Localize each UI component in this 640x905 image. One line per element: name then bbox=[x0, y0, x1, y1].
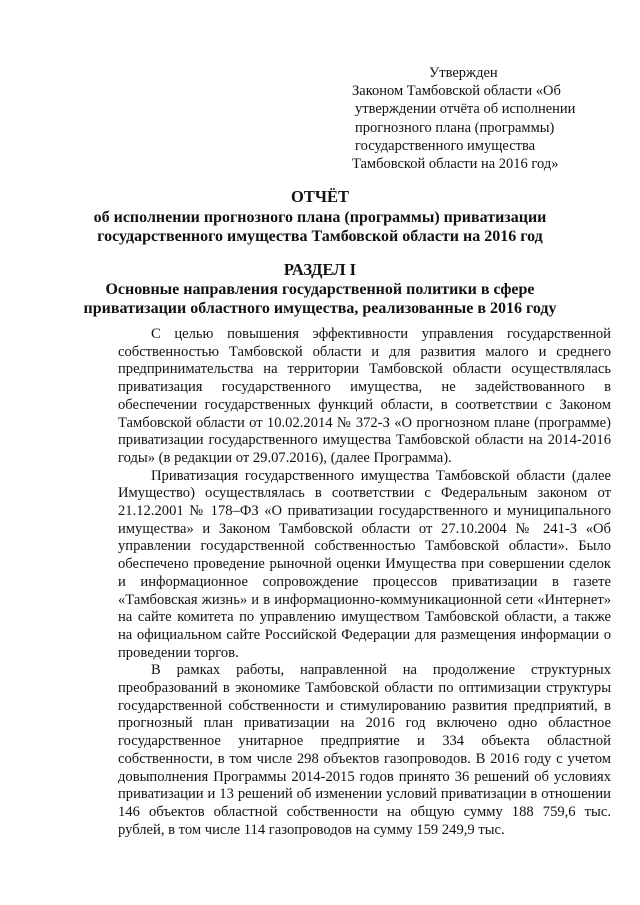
section-title: РАЗДЕЛ I bbox=[283, 260, 357, 279]
body-paragraph-3: В рамках работы, направленной на продолжение структурных преобразований в экономике Тамбовской области по оптимизации структуры государственной собственности и стимулированию развития предприятий, в прогнозный план приватизации на 2016 год включено одно областное государственное унитарное предприятие и 334 объекта областной собственности, в том числе 298 объектов газопроводов. В 2016 году с учетом довыполнения Программы 2014-2015 годов принято 36 решений об условиях приватизации и 13 решений об изменении условий приватизации в отношении 146 объектов областной собственности на общую сумму 188 759,6 тыс. рублей, в том числе 114 газопроводов на сумму 159 249,9 тыс. bbox=[118, 662, 611, 838]
approval-line-law: Законом Тамбовской области «Об bbox=[352, 83, 561, 100]
approval-line-plan: прогнозного плана (программы) bbox=[355, 119, 555, 136]
approval-line-property: государственного имущества bbox=[355, 137, 536, 154]
report-subtitle-line-1: об исполнении прогнозного плана (программы) приватизации bbox=[93, 209, 547, 226]
approval-line-approved: Утвержден bbox=[429, 65, 498, 81]
approval-line-report: утверждении отчёта об исполнении bbox=[355, 101, 576, 118]
section-heading-line-2: приватизации областного имущества, реализованные в 2016 году bbox=[83, 300, 557, 317]
report-body bbox=[118, 326, 611, 839]
approval-stamp bbox=[352, 64, 612, 173]
body-paragraph-2: Приватизация государственного имущества Тамбовской области (далее Имущество) осуществлялась в соответствии с Федеральным законом от 21.12.2001 № 178–ФЗ «О приватизации государственного и муниципального имущества» и Законом Тамбовской области от 27.10.2004 № 241-З «Об управлении государственной собственностью Тамбовской области». Было обеспечено проведение рыночной оценки Имущества при совершении сделок и информационное сопровождение процессов приватизации в газете «Тамбовская жизнь» и в информационно-коммуникационной сети «Интернет» на сайте комитета по управлению имуществом Тамбовской области, а также на официальном сайте Российской Федерации для размещения информации о проведении торгов. bbox=[118, 467, 611, 661]
report-subtitle-line-2: государственного имущества Тамбовской области на 2016 год bbox=[97, 228, 543, 245]
body-paragraph-1: С целью повышения эффективности управления государственной собственностью Тамбовской области и для развития малого и среднего предпринимательства на территории Тамбовской области осуществлялась приватизация государственного имущества, не задействованного в обеспечении государственных функций области, в соответствии с Законом Тамбовской области от 10.02.2014 № 372-З «О прогнозном плане (программе) приватизации государственного имущества Тамбовской области на 2014-2016 годы» (в редакции от 29.07.2016), (далее Программа). bbox=[118, 326, 611, 466]
report-title: ОТЧЁТ bbox=[291, 187, 349, 206]
section-heading-line-1: Основные направления государственной политики в сфере bbox=[105, 281, 535, 298]
approval-line-year: Тамбовской области на 2016 год» bbox=[352, 156, 559, 173]
